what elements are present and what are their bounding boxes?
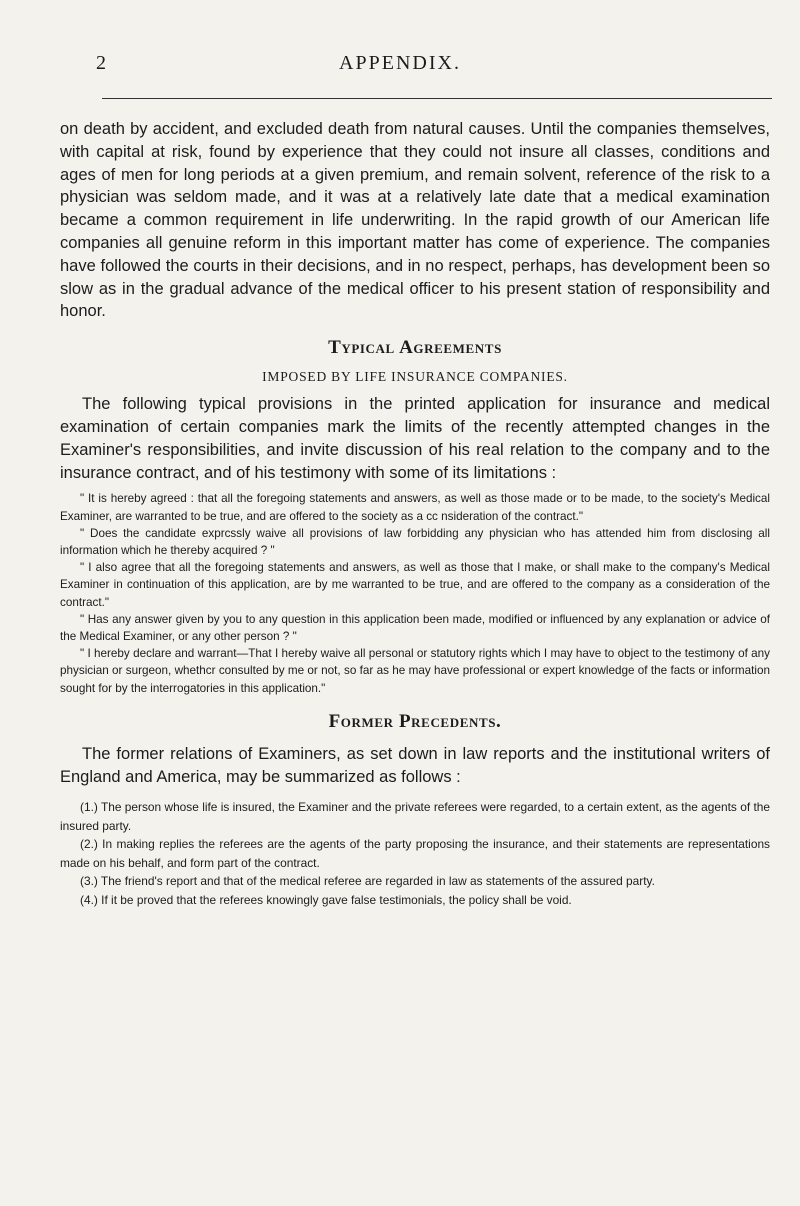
running-head: APPENDIX. [339, 52, 461, 74]
header-rule [102, 98, 772, 99]
quote-paragraph: " I also agree that all the foregoing statements and answers, as well as those that I make, or shall make to the company's Medical Examiner in continuation of this application, are by me warranted to be true, and are offered to the company as a consideration of the contract." [60, 561, 770, 609]
quoted-provisions [60, 490, 770, 696]
page-number: 2 [96, 52, 106, 74]
section1-paragraph: The following typical provisions in the printed application for insurance and medical examination of certain companies mark the limits of the recently attempted changes in the Examiner's responsibilities, and invite discussion of his real relation to the company and to the insurance contract, and of his testimony with some of its limitations : [60, 395, 770, 482]
list-item: (1.) The person whose life is insured, the Examiner and the private referees were regarded, to a certain extent, as the agents of the insured party. [60, 800, 770, 833]
precedents-list [60, 798, 770, 909]
section-subheading: IMPOSED BY LIFE INSURANCE COMPANIES. [262, 369, 568, 385]
quote-paragraph: " Does the candidate exprcssly waive all provisions of law forbidding any physician who has attended him from disclosing all information which he thereby acquired ? " [60, 526, 770, 557]
quote-paragraph: " Has any answer given by you to any question in this application been made, modified or influenced by any explanation or advice of the Medical Examiner, or any other person ? " [60, 612, 770, 643]
list-item: (4.) If it be proved that the referees knowingly gave false testimonials, the policy shall be void. [80, 892, 572, 907]
section2-paragraph: The former relations of Examiners, as set down in law reports and the institutional writers of England and America, may be summarized as follows : [60, 744, 770, 786]
quote-paragraph: " It is hereby agreed : that all the foregoing statements and answers, as well as those made or to be made, to the society's Medical Examiner, are warranted to be true, and are offered to the society as a cc nsideration of the contract." [60, 492, 770, 523]
intro-paragraph: on death by accident, and excluded death from natural causes. Until the companies themselves, with capital at risk, found by experience that they could not insure all classes, conditions and ages of men for long periods at a given premium, and remain solvent, reference of the risk to a physician was seldom made, and it was at a relatively late date that a medical examination became a common requirement in life underwriting. In the rapid growth of our American life companies all genuine reform in this important matter has come of experience. The companies have followed the courts in their decisions, and in no respect, perhaps, has development been so slow as in the gradual advance of the medical officer to his present station of responsibility and honor. [60, 120, 770, 321]
quote-paragraph: " I hereby declare and warrant—That I hereby waive all personal or statutory rights which I may have to object to the testimony of any physician or surgeon, whethcr consulted by me or not, so far as he may have professional or expert knowledge of the facts or information sought for by the interrogatories in this application." [60, 647, 770, 695]
list-item: (3.) The friend's report and that of the medical referee are regarded in law as statements of the assured party. [80, 874, 655, 889]
section-heading-former-precedents: Former Precedents. [328, 710, 502, 732]
list-item: (2.) In making replies the referees are the agents of the party proposing the insurance, and their statements are representations made on his behalf, and form part of the contract. [60, 837, 770, 870]
section-heading-typical-agreements: Typical Agreements [328, 337, 502, 359]
page-content [60, 118, 770, 909]
